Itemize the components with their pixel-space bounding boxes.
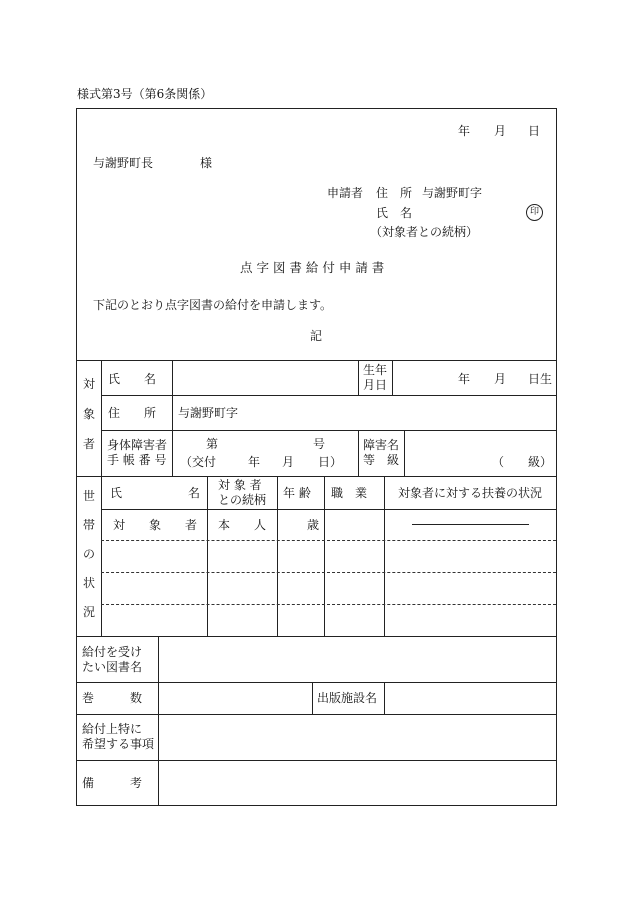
grade-label: 障害名 等 級 [363,438,400,467]
remarks-label: 備 考 [82,776,143,790]
section-line-household [76,476,557,477]
target-birth-col-b [392,360,393,395]
special-label: 給付上特に 希望する事項 [82,722,155,751]
section-line-books [76,636,557,637]
col-name-1: 氏 [110,486,123,500]
row1-relation: 本 人 [218,518,267,532]
target-col-divider [101,360,102,476]
seal-mark: 印 [526,204,543,221]
target-birth-col-a [358,360,359,395]
target-address-col [172,395,173,430]
books-line-3 [76,760,557,761]
target-birth-label: 生年 月日 [363,363,388,392]
target-section-label: 対 象 者 [83,377,96,451]
books-line-2 [76,714,557,715]
household-section-label: 世 帯 の 状 況 [83,489,96,619]
date-month: 月 [494,124,507,138]
target-address-value: 与謝野町字 [178,406,239,420]
date-day: 日 [528,124,541,138]
household-header-line [101,509,557,510]
issued-open: （交付 [180,455,217,469]
frame-left [76,108,77,806]
body-text: 下記のとおり点字図書の給付を申請します。 [93,298,333,312]
target-handbook-col [172,430,173,476]
publisher-col-a [312,682,313,714]
publisher-label: 出版施設名 [317,691,378,705]
row1-age: 歳 [307,518,320,532]
birth-day: 日生 [528,372,553,386]
target-row-line-1 [101,395,557,396]
wish-label: 給付を受け たい図書名 [82,645,143,674]
applicant-name-label: 氏 名 [376,206,413,220]
applicant-address-value: 与謝野町字 [422,186,483,200]
addressee: 与謝野町長 [93,156,154,170]
handbook-label: 身体障害者 手 帳 番 号 [107,438,168,467]
household-col-relation [277,476,278,636]
grade-open: （ [492,455,505,469]
household-col-name [207,476,208,636]
col-job: 職 業 [331,486,368,500]
household-row-dash-2 [101,572,556,573]
ki-heading: 記 [310,329,323,343]
frame-right [556,108,557,806]
date-year: 年 [458,124,471,138]
grade-close: 級） [528,455,553,469]
col-age: 年 齢 [283,486,311,500]
row1-name: 対 象 者 [113,518,198,532]
volumes-label: 巻 数 [82,691,143,705]
publisher-col-b [384,682,385,714]
household-col-age [324,476,325,636]
household-row-dash-1 [101,540,556,541]
form-number: 様式第3号（第6条関係） [77,87,213,101]
handbook-go: 号 [313,437,326,451]
issued-month: 月 [282,455,295,469]
honorific: 様 [200,156,213,170]
frame-top [76,108,557,109]
row1-support-dash [412,524,529,525]
target-row-line-2 [101,430,557,431]
col-support: 対象者に対する扶養の状況 [398,486,543,500]
birth-year: 年 [458,372,471,386]
target-name-label: 氏 名 [108,372,157,386]
table-top-line [76,360,557,361]
household-col-job [384,476,385,636]
col-relation: 対 象 者 との続柄 [218,478,267,507]
target-grade-col-b [404,430,405,476]
birth-month: 月 [494,372,507,386]
document-title: 点 字 図 書 給 付 申 請 書 [240,260,385,275]
target-name-col [172,360,173,395]
relation-note: （対象者との続柄） [370,225,479,239]
target-address-label: 住 所 [108,406,157,420]
applicant-address-label: 住 所 [376,186,413,200]
issued-day: 日） [318,455,343,469]
household-row-dash-3 [101,604,556,605]
handbook-dai: 第 [206,437,219,451]
frame-bottom [76,805,557,806]
col-name-2: 名 [188,486,201,500]
books-label-col [158,636,159,806]
target-grade-col-a [358,430,359,476]
applicant-label: 申請者 [327,186,364,200]
issued-year: 年 [248,455,261,469]
books-line-1 [76,682,557,683]
household-col-divider [101,476,102,636]
